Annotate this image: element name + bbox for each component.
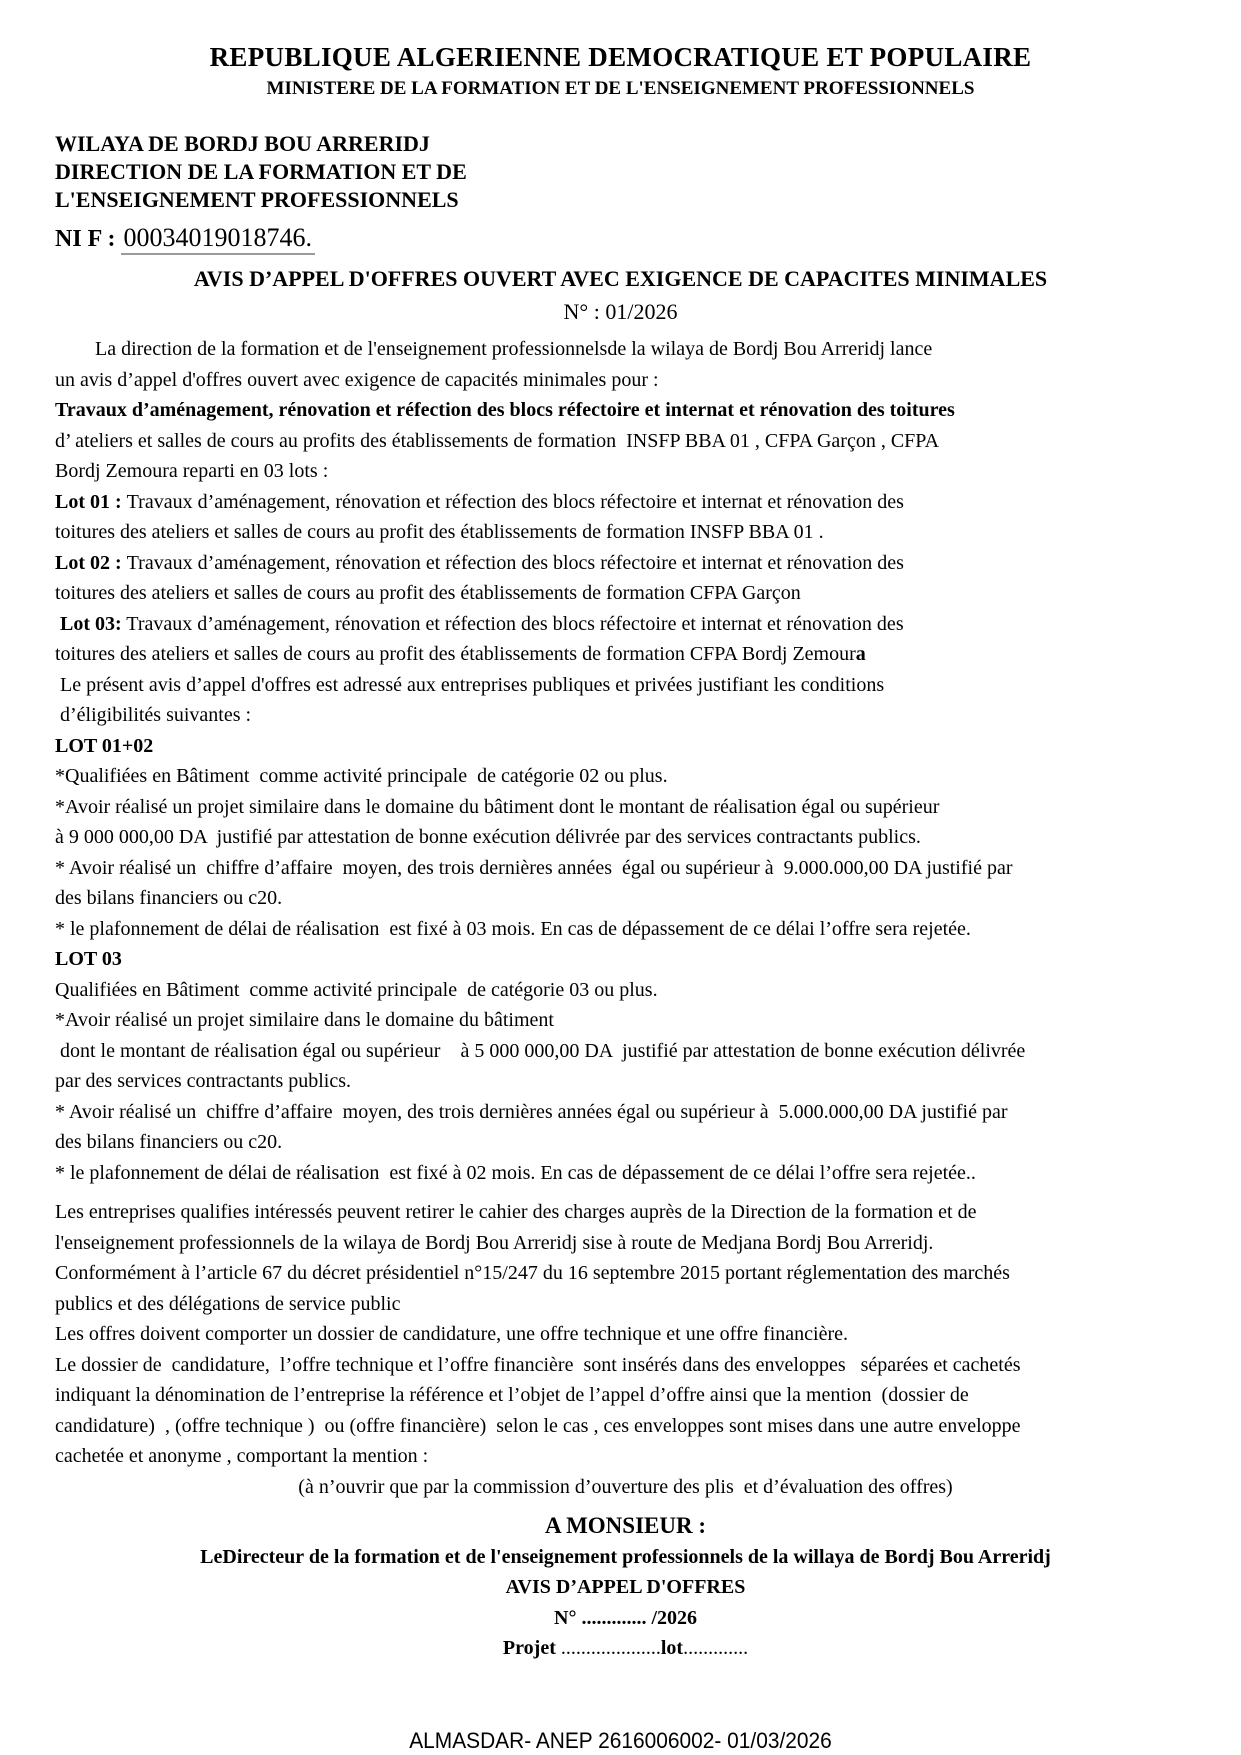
- text-run: * le plafonnement de délai de réalisation est fixé à 02 mois. En cas de dépassement de ce délai l’offre sera rejetée..: [55, 1161, 976, 1184]
- text-run: Bordj Zemoura reparti en 03 lots :: [55, 460, 329, 482]
- body-line: [55, 944, 1196, 975]
- body-line: [55, 639, 1196, 670]
- body-line: [55, 1380, 1196, 1411]
- body-line: [55, 365, 1196, 396]
- text-run: *Avoir réalisé un projet similaire dans le domaine du bâtiment dont le montant de réalisation égal ou supérieur: [55, 795, 940, 818]
- text-run: .............: [683, 1637, 749, 1659]
- body-line: [55, 1228, 1196, 1259]
- text-run: (à n’ouvrir que par la commission d’ouverture des plis et d’évaluation des offres): [298, 1475, 953, 1498]
- text-run: * le plafonnement de délai de réalisation est fixé à 03 mois. En cas de dépassement de ce délai l’offre sera rejetée.: [55, 917, 971, 940]
- bold-run: A MONSIEUR :: [544, 1513, 706, 1538]
- text-run: toitures des ateliers et salles de cours au profit des établissements de formation CFPA Garçon: [55, 582, 801, 604]
- org-line: WILAYA DE BORDJ BOU ARRERIDJ: [55, 131, 430, 156]
- body-line: [55, 1319, 1196, 1350]
- body-line: [55, 883, 1196, 914]
- bold-run: Lot 01 :: [55, 490, 127, 513]
- text-run: Travaux d’aménagement, rénovation et réfection des blocs réfectoire et internat et rénovation des: [126, 490, 904, 513]
- body-line: [55, 1633, 1196, 1664]
- body-line: [55, 456, 1196, 487]
- text-run: *Qualifiées en Bâtiment comme activité principale de catégorie 02 ou plus.: [55, 765, 668, 787]
- body-line: [55, 1350, 1196, 1381]
- body-line: [55, 700, 1196, 731]
- text-run: d’ ateliers et salles de cours au profits des établissements de formation INSFP BBA 01 , CFPA Garçon , CFPA: [55, 429, 940, 452]
- text-run: candidature) , (offre technique ) ou (offre financière) selon le cas , ces enveloppes sont mises dans une autre enveloppe: [55, 1414, 1021, 1437]
- text-run: des bilans financiers ou c20.: [55, 1131, 283, 1153]
- body-line: [55, 1411, 1196, 1442]
- text-run: toitures des ateliers et salles de cours au profit des établissements de formation CFPA Bordj Zemour: [55, 643, 856, 665]
- body-line: [55, 1066, 1196, 1097]
- body-line: [55, 822, 1196, 853]
- text-run: dont le montant de réalisation égal ou supérieur à 5 000 000,00 DA justifié par attestation de bonne exécution délivrée: [55, 1039, 1026, 1062]
- nif-value: 00034019018746.: [121, 223, 315, 255]
- body-line: [55, 1603, 1196, 1634]
- body-line: [55, 1472, 1196, 1503]
- body-line: [55, 1036, 1196, 1067]
- text-run: * Avoir réalisé un chiffre d’affaire moyen, des trois dernières années égal ou supérieur à 9.000.000,00 DA justifié par: [55, 856, 1013, 879]
- bold-run: Lot 03:: [60, 612, 122, 635]
- body-line: [55, 1289, 1196, 1320]
- body-line: [55, 395, 1196, 426]
- notice-number: N° : 01/2026: [563, 299, 678, 324]
- text-run: d’éligibilités suivantes :: [55, 704, 252, 726]
- bold-run: lot: [660, 1637, 684, 1659]
- text-run: Travaux d’aménagement, rénovation et réfection des blocs réfectoire et internat et rénovation des: [121, 612, 904, 635]
- body-lines: [55, 334, 1196, 1664]
- text-run: à 9 000 000,00 DA justifié par attestation de bonne exécution délivrée par des services contractants publics.: [55, 826, 921, 848]
- nif-line: [55, 223, 1241, 253]
- bold-run: LOT 03: [55, 948, 122, 970]
- republic-title: REPUBLIQUE ALGERIENNE DEMOCRATIQUE ET POPULAIRE: [209, 42, 1032, 72]
- body-line: [55, 548, 1196, 579]
- text-run: ....................: [560, 1637, 661, 1659]
- body-line: [55, 517, 1196, 548]
- bold-run: LOT 01+02: [55, 734, 154, 757]
- bold-run: Travaux d’aménagement, rénovation et réfection des blocs réfectoire et internat et rénovation des toitures: [55, 399, 955, 421]
- text-run: publics et des délégations de service public: [55, 1292, 401, 1315]
- text-run: Les offres doivent comporter un dossier de candidature, une offre technique et une offre financière.: [55, 1323, 849, 1345]
- text-run: Qualifiées en Bâtiment comme activité principale de catégorie 03 ou plus.: [55, 978, 658, 1001]
- body-line: [55, 1197, 1196, 1228]
- bold-run: Projet: [502, 1637, 561, 1659]
- anep-footer: ALMASDAR- ANEP 2616006002- 01/03/2026: [409, 1727, 832, 1753]
- body-line: [55, 853, 1196, 884]
- body-line: [55, 609, 1196, 640]
- org-line: DIRECTION DE LA FORMATION ET DE: [55, 159, 467, 184]
- body-line: [55, 975, 1196, 1006]
- body-line: [55, 334, 1196, 365]
- body-line: [55, 1441, 1196, 1472]
- text-run: *Avoir réalisé un projet similaire dans le domaine du bâtiment: [55, 1009, 554, 1031]
- body-line: [55, 426, 1196, 457]
- text-run: des bilans financiers ou c20.: [55, 887, 283, 909]
- text-run: Travaux d’aménagement, rénovation et réfection des blocs réfectoire et internat et rénovation des: [126, 551, 904, 574]
- text-run: par des services contractants publics.: [55, 1070, 352, 1092]
- body-line: [55, 1542, 1196, 1573]
- bold-run: a: [855, 643, 866, 665]
- body-line: [55, 1005, 1196, 1036]
- body-line: [55, 1158, 1196, 1189]
- text-run: un avis d’appel d'offres ouvert avec exigence de capacités minimales pour :: [55, 368, 659, 391]
- notice-title: AVIS D’APPEL D'OFFRES OUVERT AVEC EXIGENCE DE CAPACITES MINIMALES: [193, 266, 1048, 291]
- text-run: La direction de la formation et de l'enseignement professionnelsde la wilaya de Bordj Bou Arreridj lance: [55, 338, 933, 360]
- ministry-title: MINISTERE DE LA FORMATION ET DE L'ENSEIGNEMENT PROFESSIONNELS: [266, 78, 975, 99]
- nif-label: NI F :: [55, 226, 116, 252]
- body-line: [55, 731, 1196, 762]
- org-block: [55, 130, 1241, 214]
- body-line: [55, 578, 1196, 609]
- text-run: Conformément à l’article 67 du décret présidentiel n°15/247 du 16 septembre 2015 portant réglementation des marchés: [55, 1262, 1010, 1284]
- bold-run: LeDirecteur de la formation et de l'enseignement professionnels de la willaya de Bordj Bou Arreridj: [200, 1545, 1051, 1568]
- text-run: Les entreprises qualifies intéressés peuvent retirer le cahier des charges auprès de la Direction de la formation et de: [55, 1201, 977, 1223]
- bold-run: N° ............. /2026: [554, 1606, 697, 1629]
- body-line: [55, 761, 1196, 792]
- body-line: [55, 670, 1196, 701]
- text-run: cachetée et anonyme , comportant la mention :: [55, 1445, 429, 1467]
- text-run: Le dossier de candidature, l’offre technique et l’offre financière sont insérés dans des enveloppes séparées et cachetés: [55, 1353, 1021, 1376]
- text-run: Le présent avis d’appel d'offres est adressé aux entreprises publiques et privées justifiant les conditions: [55, 673, 885, 696]
- org-line: L'ENSEIGNEMENT PROFESSIONNELS: [55, 187, 459, 212]
- body-line: [55, 1097, 1196, 1128]
- text-run: l'enseignement professionnels de la wilaya de Bordj Bou Arreridj sise à route de Medjana Bordj Bou Arreridj.: [55, 1231, 934, 1254]
- text-run: indiquant la dénomination de l’entreprise la référence et l’objet de l’appel d’offre ainsi que la mention (dossier de: [55, 1384, 969, 1406]
- bold-run: AVIS D’APPEL D'OFFRES: [505, 1576, 746, 1598]
- bold-run: Lot 02 :: [55, 551, 127, 574]
- text-run: * Avoir réalisé un chiffre d’affaire moyen, des trois dernières années égal ou supérieur à 5.000.000,00 DA justifié par: [55, 1100, 1008, 1123]
- text-run: toitures des ateliers et salles de cours au profit des établissements de formation INSFP BBA 01 .: [55, 521, 824, 543]
- body-line: [55, 1127, 1196, 1158]
- body-line: [55, 914, 1196, 945]
- body-line: [55, 1511, 1196, 1542]
- body-line: [55, 1258, 1196, 1289]
- body-line: [55, 1572, 1196, 1603]
- body-line: [55, 487, 1196, 518]
- body-line: [55, 792, 1196, 823]
